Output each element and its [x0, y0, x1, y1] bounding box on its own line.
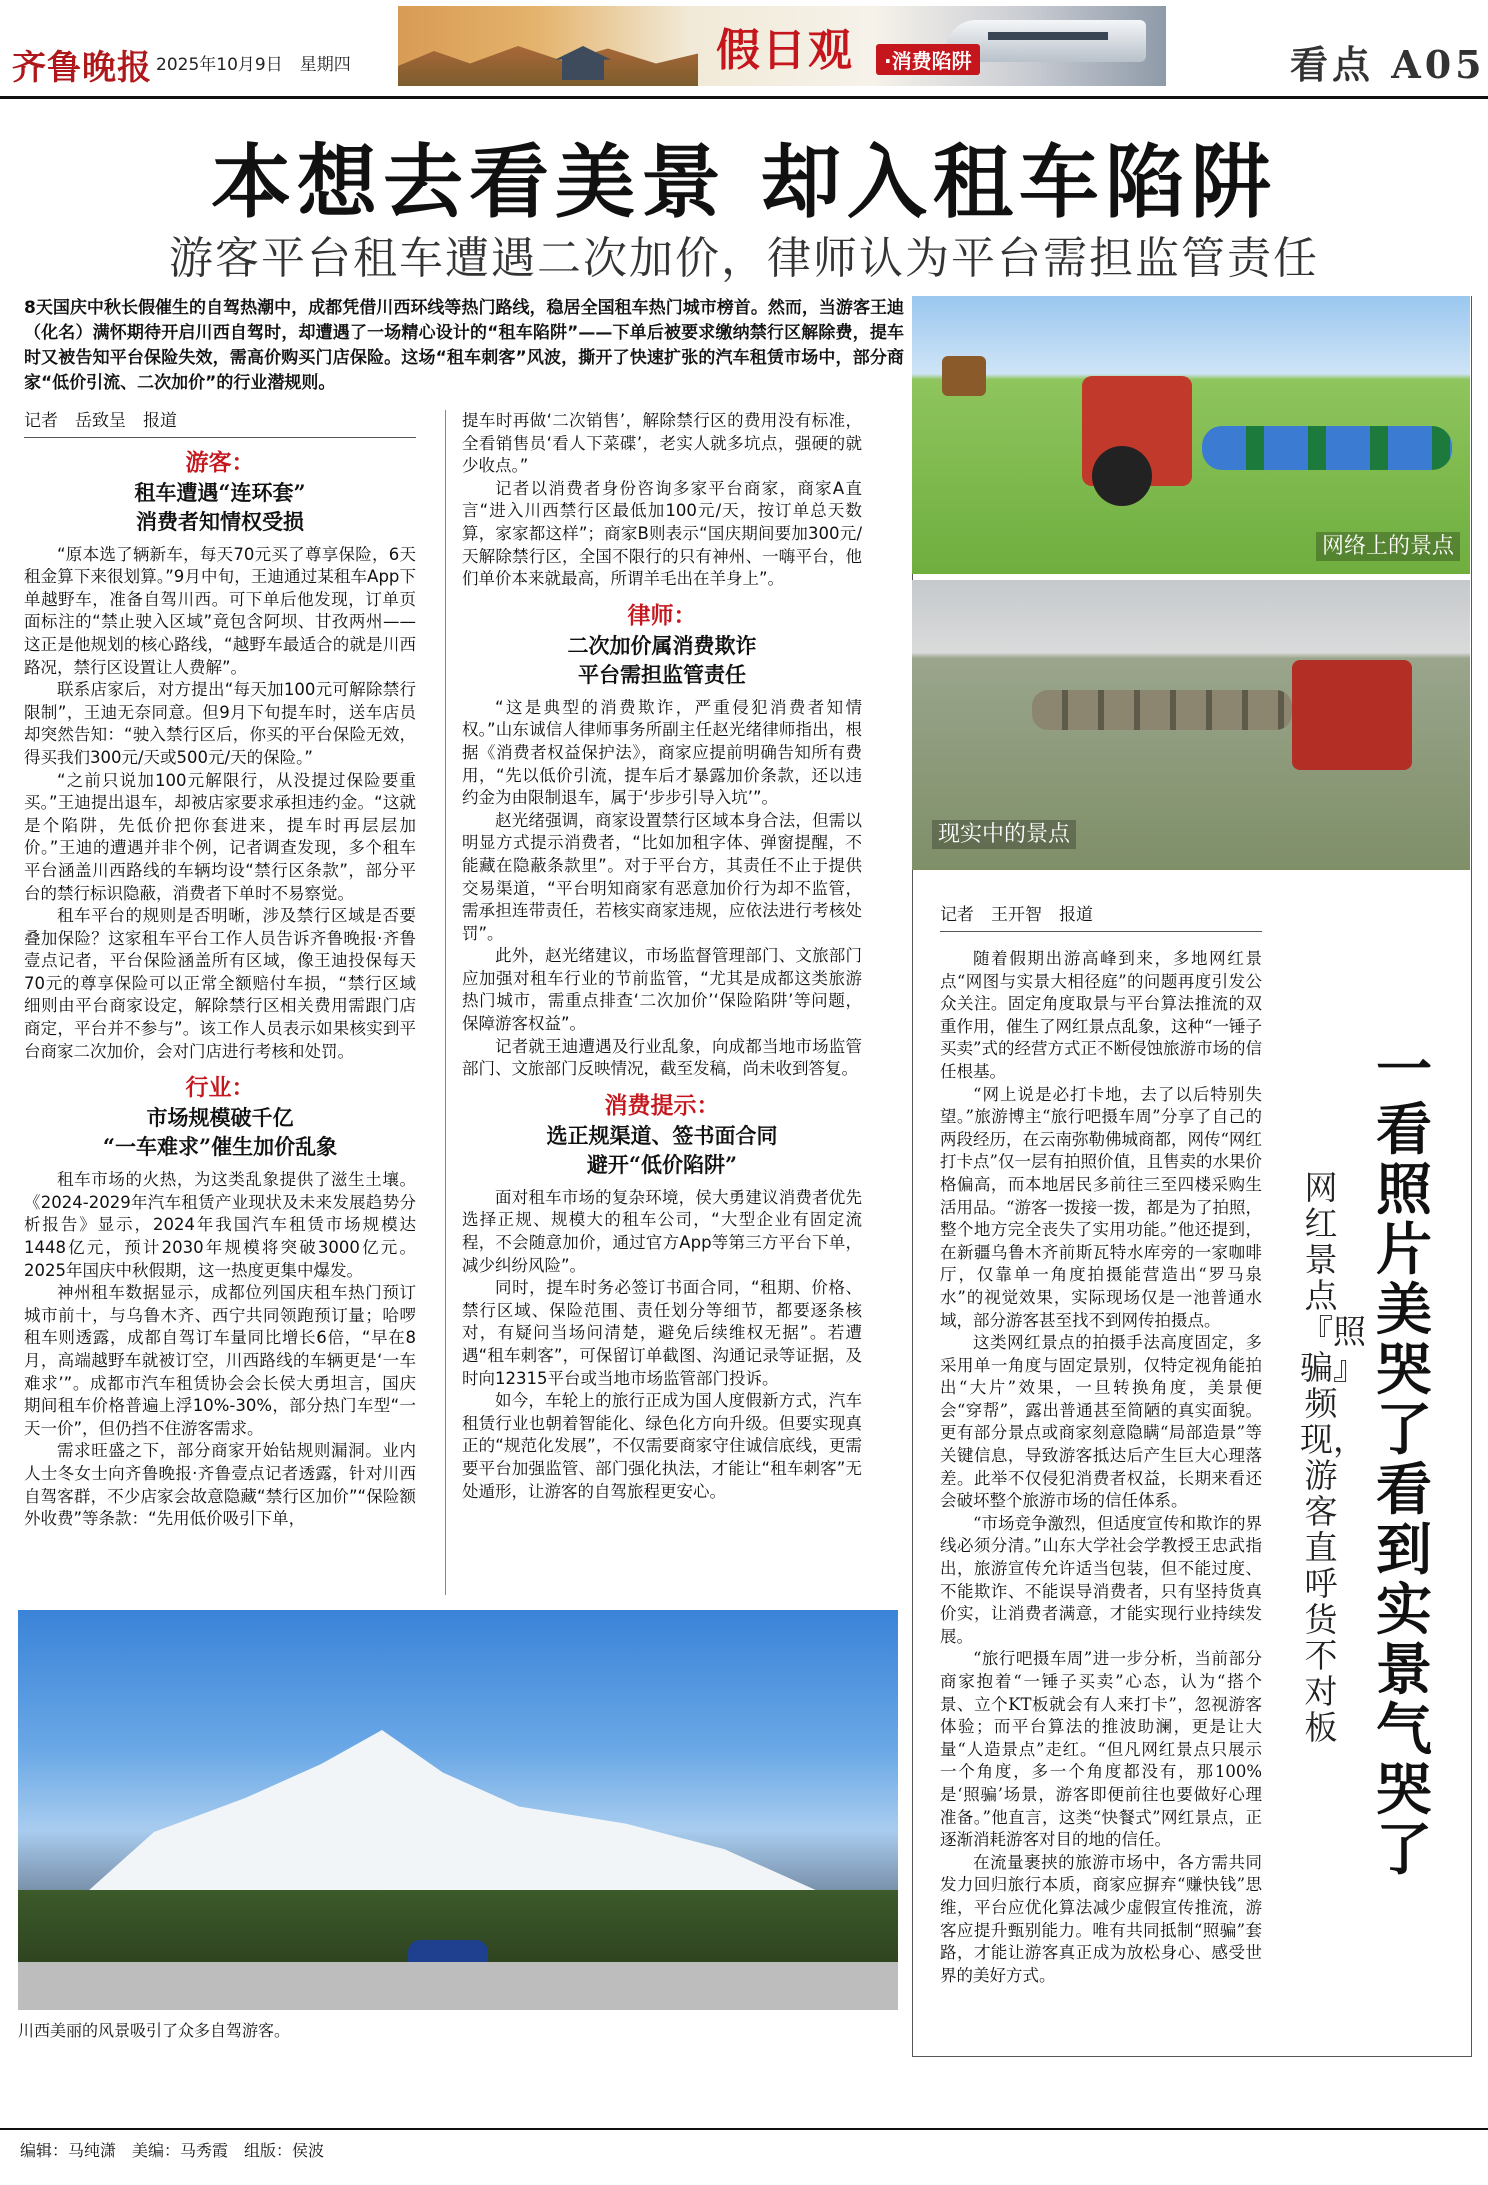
paragraph: “网上说是必打卡地，去了以后特别失望。”旅游博主“旅行吧摄车周”分享了自己的两段经历，在云南弥勒佛城商都，网传“网红打卡点”仅一层有拍照价值，且售卖的水果价格偏高，而本地居民多前往三至四楼采购生活用品。“游客一拨接一拨，都是为了拍照，整个地方完全丧失了实用功能。”他还提到，在新疆乌鲁木齐前斯瓦特水库旁的一家咖啡厅，仅靠单一角度拍摄能营造出“罗马泉水”的视觉效果，实际现场仅是一池普通水域，部分游客甚至找不到网传拍摄点。 — [940, 1084, 1262, 1330]
byline: 记者 岳致呈 报道 — [24, 410, 416, 438]
page-subtitle: 游客平台租车遭遇二次加价，律师认为平台需担监管责任 — [169, 233, 1319, 284]
paragraph: “市场竞争激烈，但适度宣传和欺诈的界线必须分清。”山东大学社会学教授王忠武指出，旅游宣传允许适当包装，但不能过度、不能欺诈、不能误导消费者，只有坚持货真价实，让消费者满意，才能实现行业持续发展。 — [940, 1513, 1262, 1646]
sidebar-byline-wrap — [940, 904, 1262, 932]
barrel-train-shape — [1032, 690, 1292, 730]
section-heading-industry — [24, 1073, 416, 1161]
paragraph: 需求旺盛之下，部分商家开始钻规则漏洞。业内人士冬女士向齐鲁晚报·齐鲁壹点记者透露，针对川西自驾客群，不少店家会故意隐藏“禁行区加价”“保险额外收费”等条款：“先用低价吸引下单， — [24, 1441, 416, 1529]
banner-subtitle: ·消费陷阱 — [876, 44, 980, 75]
snow-mountain-shape — [78, 1730, 838, 1900]
sidebar-article-body — [940, 948, 1262, 1987]
byline: 记者 王开智 报道 — [940, 904, 1262, 932]
section-title-line: 平台需担监管责任 — [578, 661, 746, 687]
section-title-line: 二次加价属消费欺诈 — [567, 632, 757, 658]
page-title: 本想去看美景 却入租车陷阱 — [211, 135, 1277, 229]
paragraph: 记者就王迪遭遇及行业乱象，向成都当地市场监管部门、文旅部门反映情况，截至发稿，尚未收到答复。 — [462, 1036, 862, 1079]
tractor-wheel — [1092, 446, 1152, 506]
section-heading-tourist — [24, 448, 416, 536]
paragraph: 租车市场的火热，为这类乱象提供了滋生土壤。《2024-2029年汽车租赁产业现状及未来发展趋势分析报告》显示，2024年我国汽车租赁市场规模达1448亿元，预计2030年规模将突破3000亿元。2025年国庆中秋假期，这一热度更集中爆发。 — [24, 1170, 416, 1280]
paragraph: 随着假期出游高峰到来，多地网红景点“网图与实景大相径庭”的问题再度引发公众关注。固定角度取景与平台算法推流的双重作用，催生了网红景点乱象，这种“一锤子买卖”式的经营方式正不断侵蚀旅游市场的信任根基。 — [940, 949, 1262, 1081]
banner-autumn-hills — [398, 36, 698, 86]
paragraph: 租车平台的规则是否明晰，涉及禁行区域是否要叠加保险？这家租车平台工作人员告诉齐鲁晚报·齐鲁壹点记者，平台保险涵盖所有区域，像王迪投保每天70元的尊享保险可以正常全额赔付车损，“禁行区域细则由平台商家设定，解除禁行区相关费用需跟门店商定，平台并不参与”。该工作人员表示如果核实到平台商家二次加价，会对门店进行考核和处罚。 — [24, 906, 416, 1061]
online-scenery-photo — [912, 296, 1470, 574]
banner-image — [398, 6, 1166, 86]
photo-label: 网络上的景点 — [1316, 532, 1460, 561]
paper-name: 齐鲁晚报 — [12, 48, 152, 88]
paragraph: “旅行吧摄车周”进一步分析，当前部分商家抱着“一锤子买卖”心态，认为“搭个景、立个KT板就会有人来打卡”，忽视游客体验；而平台算法的推波助澜，更是让大量“人造景点”走红。“但凡网红景点只展示一个角度，多一个角度都没有，那100%是‘照骗’场景，游客即便前往也要做好心理准备。”他直言，这类“快餐式”网红景点，正逐渐消耗游客对目的地的信任。 — [940, 1649, 1262, 1850]
lede-paragraph: 8天国庆中秋长假催生的自驾热潮中，成都凭借川西环线等热门路线，稳居全国租车热门城市榜首。然而，当游客王迪（化名）满怀期待开启川西自驾时，却遭遇了一场精心设计的“租车陷阱”——下单后被要求缴纳禁行区解除费，提车时又被告知平台保险失效，需高价购买门店保险。这场“租车刺客”风波，撕开了快速扩张的汽车租赁市场中，部分商家“低价引流、二次加价”的行业潜规则。 — [24, 298, 904, 393]
photo-caption: 川西美丽的风景吸引了众多自驾游客。 — [18, 2021, 291, 2040]
article-column-2 — [462, 410, 862, 1503]
editor-credits: 编辑：马纯潇 美编：马秀霞 组版：侯波 — [20, 2141, 325, 2160]
footer-rule — [0, 2128, 1488, 2130]
section-label: 看点 A05 — [1290, 42, 1486, 87]
section-tag: 律师： — [627, 602, 697, 629]
section-tag: 游客： — [185, 449, 255, 476]
section-title-line: “一车难求”催生加价乱象 — [102, 1134, 338, 1160]
photo-label-online — [1316, 529, 1460, 560]
section-title-line: 选正规渠道、签书面合同 — [546, 1122, 778, 1148]
reality-scenery-photo — [912, 580, 1470, 870]
paragraph: 神州租车数据显示，成都位列国庆租车热门预订城市前十，与乌鲁木齐、西宁共同领跑预订量；哈啰租车则透露，成都自驾订车量同比增长6倍，“早在8月，高端越野车就被订空，川西路线的车辆更是‘一车难求’”。成都市汽车租赁协会会长侯大勇坦言，国庆期间租车价格普遍上浮10%-30%，部分热门车型“一天一价”，但仍挡不住游客需求。 — [24, 1283, 416, 1438]
banner-train-windows — [988, 32, 1108, 40]
masthead-rule — [0, 96, 1488, 99]
section-tag: 行业： — [185, 1075, 255, 1102]
paragraph: 如今，车轮上的旅行正成为国人度假新方式，汽车租赁行业也朝着智能化、绿色化方向升级。但要实现真正的“规范化发展”，不仅需要商家守住诚信底线，更需要平台加强监管、部门强化执法，才能让“租车刺客”无处遁形，让游客的自驾旅程更安心。 — [462, 1391, 862, 1501]
sidebar-title-vertical: 一看照片美哭了 看到实景气哭了 — [1376, 1037, 1432, 1883]
section-title-line: 消费者知情权受损 — [136, 508, 304, 534]
paragraph: “这是典型的消费欺诈，严重侵犯消费者知情权。”山东诚信人律师事务所副主任赵光绪律师指出，根据《消费者权益保护法》，商家应提前明确告知所有费用，“先以低价引流，提车后才暴露加价条款，还以违约金为由限制退车，属于‘步步引导入坑’”。 — [462, 697, 862, 808]
road-shape — [18, 1962, 898, 2010]
barrel-train-shape — [1202, 426, 1452, 470]
column-divider — [445, 410, 446, 1595]
paragraph: “原本选了辆新车，每天70元买了尊享保险，6天租金算下来很划算。”9月中旬，王迪通过某租车App下单越野车，准备自驾川西。可下单后他发现，订单页面标注的“禁止驶入区域”竟包含阿坝、甘孜两州——这正是他规划的核心路线，“越野车最适合的就是川西路况，禁行区设置让人费解”。 — [24, 544, 416, 677]
sidebar-subtitle-vertical: 网红景点『照骗』频现，游客直呼货不对板 — [1300, 1168, 1366, 1747]
paragraph: 提车时再做‘二次销售’，解除禁行区的费用没有标准，全看销售员‘看人下菜碟’，老实人就多坑点，强硬的就少收点。” — [462, 411, 862, 476]
sichuan-west-scenery-photo — [18, 1610, 898, 2010]
paragraph: 面对租车市场的复杂环境，侯大勇建议消费者优先选择正规、规模大的租车公司，“大型企业有固定流程，不会随意加价，通过官方App等第三方平台下单，减少纠纷风险”。 — [462, 1187, 862, 1275]
paragraph: 此外，赵光绪建议，市场监督管理部门、文旅部门应加强对租车行业的节前监管，“尤其是成都这类旅游热门城市，需重点排查‘二次加价’‘保险陷阱’等问题，保障游客权益”。 — [462, 946, 862, 1034]
paragraph: 赵光绪强调，商家设置禁行区域本身合法，但需以明显方式提示消费者，“比如加租字体、弹窗提醒，不能藏在隐蔽条款里”。对于平台方，其责任不止于提供交易渠道，“平台明知商家有恶意加价行为却不监管，需承担连带责任，若核实商家违规，应依法进行考核处罚”。 — [462, 810, 862, 943]
section-title-line: 市场规模破千亿 — [146, 1105, 294, 1131]
section-heading-lawyer — [462, 601, 862, 689]
tractor-shape — [1292, 660, 1412, 770]
issue-date: 2025年10月9日 星期四 — [156, 55, 351, 75]
photo-label-reality — [932, 817, 1076, 848]
banner-title: 假日观 — [716, 25, 854, 76]
section-title-line: 避开“低价陷阱” — [586, 1151, 738, 1177]
section-heading-tips — [462, 1091, 862, 1179]
paragraph: 同时，提车时务必签订书面合同，“租期、价格、禁行区域、保险范围、责任划分等细节，都要逐条核对，有疑问当场问清楚，避免后续维权无据”。若遭遇“租车刺客”，可保留订单截图、沟通记录等证据，及时向12315平台或当地市场监管部门投诉。 — [462, 1278, 862, 1388]
paragraph: 在流量裹挟的旅游市场中，各方需共同发力回归旅行本质，商家应摒弃“赚快钱”思维，平台应优化算法减少虚假宣传推流，游客应提升甄别能力。唯有共同抵制“照骗”套路，才能让游客真正成为放松身心、感受世界的美好方式。 — [940, 1852, 1262, 1985]
paragraph: 这类网红景点的拍摄手法高度固定，多采用单一角度与固定景别，仅特定视角能拍出“大片”效果，一旦转换角度，美景便会“穿帮”，露出普通甚至简陋的真实面貌。更有部分景点或商家刻意隐瞒“局部造景”等关键信息，导致游客抵达后产生巨大心理落差。此举不仅侵犯消费者权益，长期来看还会破坏整个旅游市场的信任体系。 — [940, 1333, 1262, 1511]
section-title-line: 租车遭遇“连环套” — [134, 479, 306, 505]
cow-shape — [942, 356, 986, 396]
article-column-1 — [24, 410, 416, 1531]
paragraph: “之前只说加100元解限行，从没提过保险要重买。”王迪提出退车，却被店家要求承担违约金。“这就是个陷阱，先低价把你套进来，提车时再层层加价。”王迪的遭遇并非个例，记者调查发现，多个租车平台涵盖川西路线的车辆均设“禁行区条款”，部分平台的禁行标识隐蔽，消费者下单时不易察觉。 — [24, 770, 416, 903]
paragraph: 记者以消费者身份咨询多家平台商家，商家A直言“进入川西禁行区最低加100元/天，按订单总天数算，家家都这样”；商家B则表示“国庆期间要加300元/天解除禁行区，全国不限行的只有神州、一嗨平台，他们单价本来就最高，所谓羊毛出在羊身上”。 — [462, 478, 862, 589]
photo-label: 现实中的景点 — [932, 820, 1076, 849]
section-tag: 消费提示： — [604, 1092, 720, 1119]
paragraph: 联系店家后，对方提出“每天加100元可解除禁行限制”，王迪无奈同意。但9月下旬提车时，送车店员却突然告知：“驶入禁行区后，你买的平台保险无效，得买我们300元/天或500元/天的保险。” — [24, 680, 416, 767]
